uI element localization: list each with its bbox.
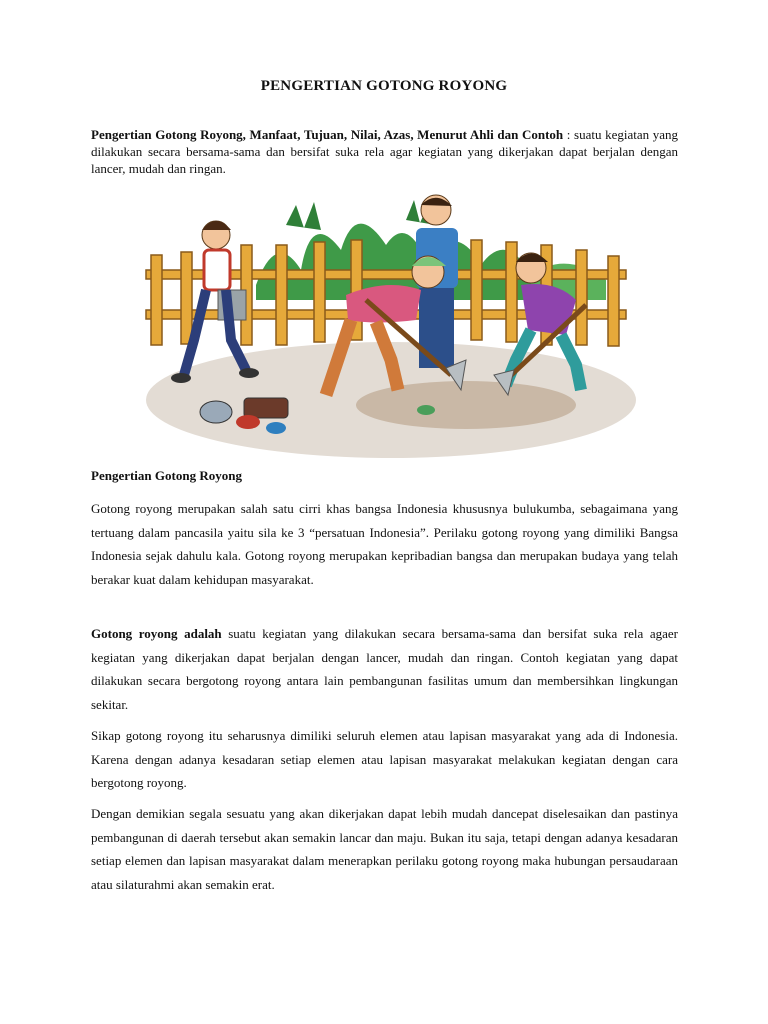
paragraph-3: Sikap gotong royong itu seharusnya dimiliki seluruh elemen atau lapisan masyarakat yang ada di Indonesia. Karena dengan adanya kesadaran setiap elemen atau lapisan masyarakat melakukan kegiatan dengan cara bergotong royong.	[91, 728, 678, 790]
paragraph-2	[91, 622, 678, 716]
gotong-royong-illustration	[136, 190, 636, 465]
dirt-patch	[356, 381, 576, 429]
paragraph-1: Gotong royong merupakan salah satu cirri khas bangsa Indonesia khususnya bulukumba, sebagaimana yang tertuang dalam pancasila yaitu sila ke 3 “persatuan Indonesia”. Perilaku gotong royong yang dimiliki Bangsa Indonesia sejak dahulu kala. Gotong royong merupakan kepribadian bangsa dan merupakan budaya yang telah berakar kuat dalam kehidupan masyarakat.	[91, 501, 678, 587]
paragraph-2-lead: Gotong royong adalah	[91, 626, 222, 641]
paragraph-2-text: suatu kegiatan yang dilakukan secara bersama-sama dan bersifat suka rela agaer kegiatan yang dikerjakan dapat berjalan dengan lancer, mudah dan ringan. Contoh kegiatan yang dapat dilakukan secara bergotong royong antara lain pembangunan fasilitas umum dan membersihkan lingkungan sekitar.	[91, 626, 678, 712]
paragraph-4: Dengan demikian segala sesuatu yang akan dikerjakan dapat lebih mudah dancepat diselesaikan dan pastinya pembangunan di daerah tersebut akan semakin lancar dan maju. Bukan itu saja, tetapi dengan adanya kesadaran setiap elemen dan lapisan masyarakat dalam menerapkan perilaku gotong royong maka hubungan persaudaraan atau silaturahmi akan semakin erat.	[91, 806, 678, 892]
page-title: PENGERTIAN GOTONG ROYONG	[260, 78, 508, 94]
intro-text: : suatu kegiatan yang dilakukan secara bersama-sama dan bersifat suka rela agar kegiatan yang dikerjakan dapat berjalan dengan lancer, mudah dan ringan.	[91, 127, 678, 176]
section-heading: Pengertian Gotong Royong	[91, 468, 242, 483]
intro-lead: Pengertian Gotong Royong, Manfaat, Tujuan, Nilai, Azas, Menurut Ahli dan Contoh	[91, 127, 564, 142]
intro-paragraph	[91, 126, 678, 177]
